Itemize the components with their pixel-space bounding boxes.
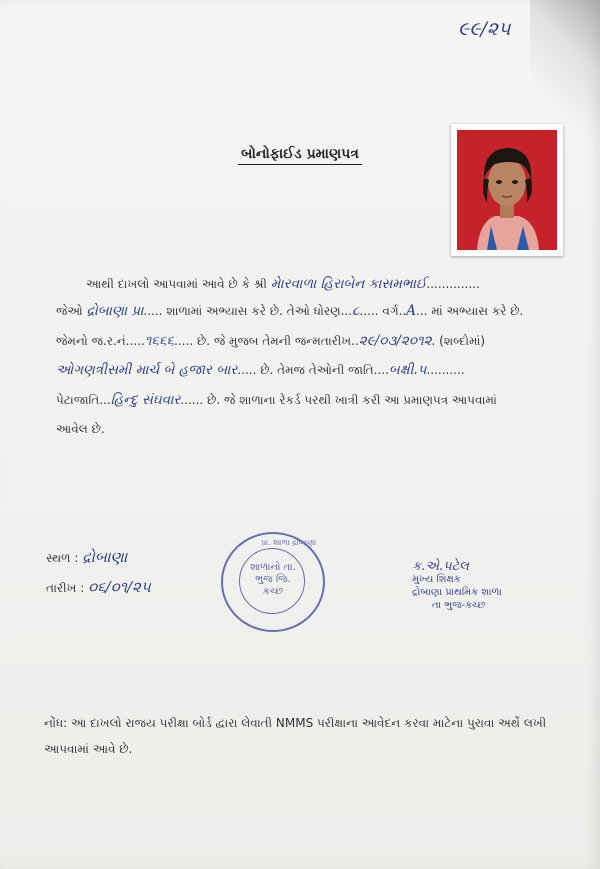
l2-printed-mid: ..... શાળામાં અભ્યાસ કરે છે. તેઓ ધોરણ... [143,304,353,318]
signature-title: મુખ્ય શિક્ષક [412,574,461,585]
photo-background [457,130,557,250]
l2-printed-post: ... માં અભ્યાસ કરે છે. [416,304,524,318]
stamp-ring-text: પ્રા. શાળા દ્રોબાણા [261,538,317,547]
footnote: નોંધ: આ દાખલો રાજય પરીક્ષા બોર્ડ દ્વારા લેવાતી NMMS પરીક્ષાના આવેદન કરવા માટેના પુરાવા અર્થે લખી આપવામાં આવે છે. [44,716,547,756]
place-row [46,548,127,566]
headmaster-signature [412,560,522,612]
signature-taluka: તા ભુજ-કચ્છ [432,600,486,611]
school-stamp [221,532,325,632]
body-line-4 [56,362,465,378]
serial-number: ૯૯/૨૫ [458,18,511,40]
stamp-center-text: શાળાનો તા. ભુજ જિ. કચ્છ [250,562,296,597]
child-portrait-illustration [457,130,557,250]
body-line-6: આવેલ છે. [56,422,105,436]
body-line-1 [86,276,480,292]
l1-dots: .............. [426,277,480,291]
body-line-5 [56,392,497,408]
division-value: A [406,303,416,319]
gr-number: ૧૬૬૬ [144,333,175,349]
student-photo [451,124,563,256]
l2-printed-mid2: ..... વર્ગ.. [359,304,407,318]
student-name: મેારવાળા હિરાબેન કાસમભાઈ [270,276,427,292]
place-label: સ્થળ : [46,551,79,565]
birth-date-words: ઓગણત્રીસમી માર્ચ બે હજાર બાર [56,362,238,378]
l3-printed-mid: ..... છે. જે મુજબ તેમની જન્મતારીખ.. [174,334,359,348]
corner-shadow [530,0,600,140]
school-name: દ્રોબાણા પ્રા [86,303,144,319]
l4-dots: .......... [426,363,465,377]
subcaste-value: હિન્દુ સંઘવાર [110,392,181,408]
l5-printed: પેટાજાતિ... [56,393,111,407]
l5-printed-post: ...... છે. જે શાળાના રેકર્ડ પરથી ખાત્રી કરી આ પ્રમાણપત્ર આપવામાં [180,393,497,407]
title-text: બોનોફાઈડ પ્રમાણપત્ર [238,146,362,165]
date-value: ૦૬/૦૧/૨૫ [88,578,151,596]
l1-printed: આથી દાખલો આપવામાં આવે છે કે શ્રી [86,277,271,291]
caste-value: બક્ષી.પ [388,362,427,378]
l3-printed: જેમનો જ.ર.નં..... [56,334,145,348]
date-row [46,578,151,596]
l3-printed-post: . (શબ્દોમાં) [431,334,486,348]
body-line-2 [56,303,523,319]
signature-school: દ્રોબાણા પ્રાથમિક શાળા [412,587,502,598]
birth-date: ૨૯/૦૩/૨૦૧૨ [358,333,432,349]
l2-printed: જેઓ [56,304,87,318]
place-value: દ્રોબાણા [82,548,128,566]
signature-text: ક.એ.પટેલ [412,559,469,574]
standard-value: ૮ [352,303,360,319]
l4-printed-mid: ..... છે. તેમજ તેઓની જાતિ.... [237,363,389,377]
date-label: તારીખ : [46,581,85,595]
body-line-3 [56,333,485,349]
